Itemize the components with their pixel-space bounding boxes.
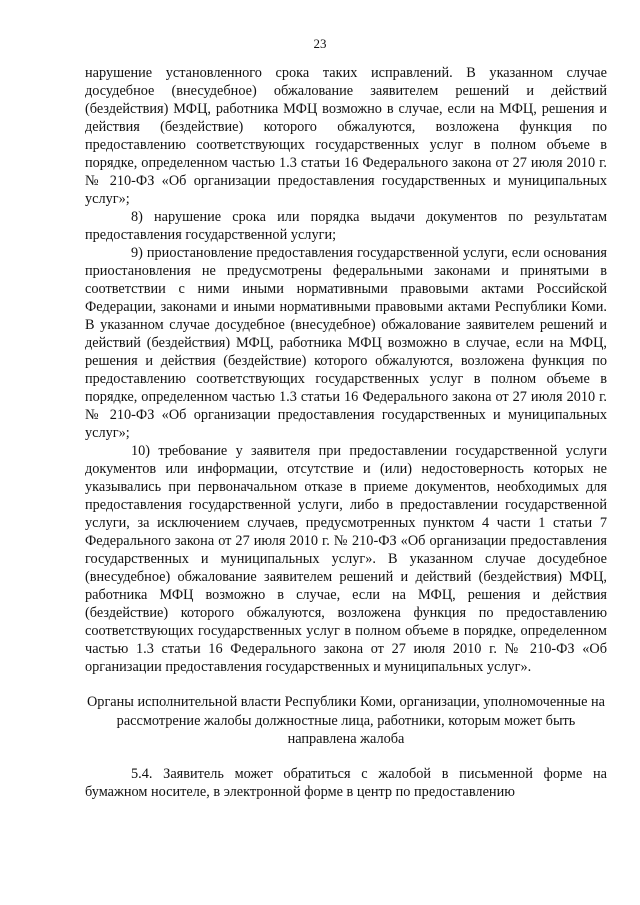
paragraph-5-4: 5.4. Заявитель может обратиться с жалобой в письменной форме на бумажном носителе, в электронной форме в центр по предоставлению	[85, 765, 607, 800]
paragraph-continuation: нарушение установленного срока таких исправлений. В указанном случае досудебное (внесудебное) обжалование заявителем решений и действий (бездействия) МФЦ, работника МФЦ возможно в случае, если на МФЦ, решения и действия (бездействие) которого обжалуются, возложена функция по предоставлению соответствующих государственных услуг в полном объеме в порядке, определенном частью 1.3 статьи 16 Федерального закона от 27 июля 2010 г. № 210-ФЗ «Об организации предоставления государственных и муниципальных услуг»;	[85, 65, 607, 207]
list-item-8: 8) нарушение срока или порядка выдачи документов по результатам предоставления государственной услуги;	[85, 209, 607, 243]
list-item-10: 10) требование у заявителя при предоставлении государственной услуги документов или информации, отсутствие и (или) недостоверность которых не указывались при первоначальном отказе в приеме документов, необходимых для предоставления государственной услуги, либо в предоставлении государственной услуги, за исключением случаев, предусмотренных пунктом 4 части 1 статьи 7 Федерального закона от 27 июля 2010 г. № 210-ФЗ «Об организации предоставления государственных и муниципальных услуг». В указанном случае досудебное (внесудебное) обжалование заявителем решений и действий (бездействия) МФЦ, работника МФЦ возможно в случае, если на МФЦ, решения и действия (бездействие) которого обжалуются, возложена функция по предоставлению соответствующих государственных услуг в полном объеме в порядке, определенном частью 1.3 статьи 16 Федерального закона от 27 июля 2010 г. № 210-ФЗ «Об организации предоставления государственных и муниципальных услуг».	[85, 443, 607, 675]
list-item-9: 9) приостановление предоставления государственной услуги, если основания приостановления не предусмотрены федеральными законами и принятыми в соответствии с ними иными нормативными правовыми актами Российской Федерации, законами и иными нормативными правовыми актами Республики Коми. В указанном случае досудебное (внесудебное) обжалование заявителем решений и действий (бездействия) МФЦ, работника МФЦ возможно в случае, если на МФЦ, решения и действия (бездействие) которого обжалуются, возложена функция по предоставлению соответствующих государственных услуг в полном объеме в порядке, определенном частью 1.3 статьи 16 Федерального закона от 27 июля 2010 г. № 210-ФЗ «Об организации предоставления государственных и муниципальных услуг»;	[85, 245, 607, 441]
document-body	[85, 64, 607, 801]
page-number: 23	[313, 36, 327, 51]
section-heading: Органы исполнительной власти Республики Коми, организации, уполномоченные на рассмотрение жалобы должностные лица, работники, которым может быть направлена жалоба	[86, 694, 606, 747]
